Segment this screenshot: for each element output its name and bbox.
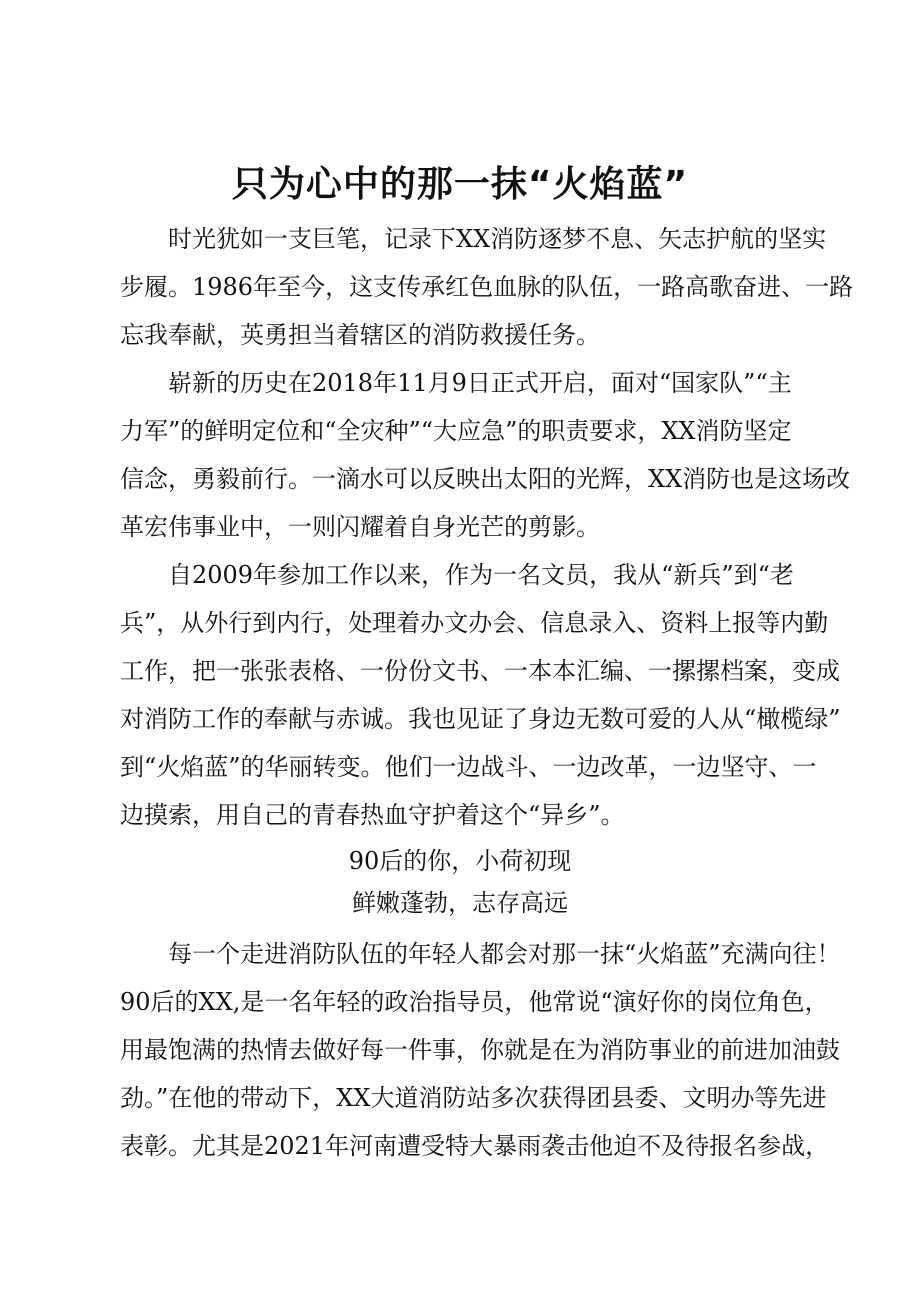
paragraph-line: 革宏伟事业中，一则闪耀着自身光芒的剪影。 [120, 513, 600, 541]
paragraph-line: 到“火焰蓝”的华丽转变。他们一边战斗、一边改革，一边坚守、一 [120, 753, 817, 781]
paragraph-line: 兵”，从外行到内行，处理着办文办会、信息录入、资料上报等内勤 [120, 609, 829, 637]
body-section-2 [120, 930, 841, 1170]
paragraph-line: 工作，把一张张表格、一份份文书、一本本汇编、一摞摞档案，变成 [120, 657, 840, 685]
paragraph-line: 忘我奉献，英勇担当着辖区的消防救援任务。 [120, 321, 600, 349]
paragraph-line: 力军”的鲜明定位和“全灾种”“大应急”的职责要求，XX消防坚定 [120, 417, 792, 445]
paragraph-line: 时光犹如一支巨笔，记录下XX消防逐梦不息、矢志护航的坚实 [168, 225, 827, 253]
paragraph-1 [120, 215, 854, 359]
paragraph-line: 边摸索，用自己的青春热血守护着这个“异乡”。 [120, 801, 625, 829]
paragraph-line: 对消防工作的奉献与赤诚。我也见证了身边无数可爱的人从“橄榄绿” [120, 705, 841, 733]
paragraph-line: 90后的XX,是一名年轻的政治指导员，他常说“演好你的岗位角色， [120, 988, 829, 1016]
poem-line: 鲜嫩蓬勃，志存高远 [352, 889, 568, 917]
paragraph-line: 崭新的历史在2018年11月9日正式开启，面对“国家队”“主 [168, 369, 792, 397]
poem-line: 90后的你，小荷初现 [348, 847, 572, 875]
paragraph-line: 表彰。尤其是2021年河南遭受特大暴雨袭击他迫不及待报名参战， [120, 1132, 830, 1160]
paragraph-line: 每一个走进消防队伍的年轻人都会对那一抹“火焰蓝”充满向往！ [168, 940, 841, 968]
document-title: 只为心中的那一抹“火焰蓝” [231, 164, 689, 205]
paragraph-line: 用最饱满的热情去做好每一件事，你就是在为消防事业的前进加油鼓 [120, 1036, 840, 1064]
paragraph-line: 步履。1986年至今，这支传承红色血脉的队伍，一路高歌奋进、一路 [120, 273, 854, 301]
paragraph-line: 劲。”在他的带动下，XX大道消防站多次获得团县委、文明办等先进 [120, 1084, 827, 1112]
paragraph-line: 自2009年参加工作以来，作为一名文员，我从“新兵”到“老 [168, 561, 794, 589]
paragraph-4 [120, 930, 841, 1170]
poem-section [0, 840, 920, 924]
paragraph-2 [120, 359, 851, 551]
paragraph-3 [120, 551, 841, 839]
paragraph-line: 信念，勇毅前行。一滴水可以反映出太阳的光辉，XX消防也是这场改 [120, 465, 851, 493]
body-section-1 [120, 215, 854, 839]
